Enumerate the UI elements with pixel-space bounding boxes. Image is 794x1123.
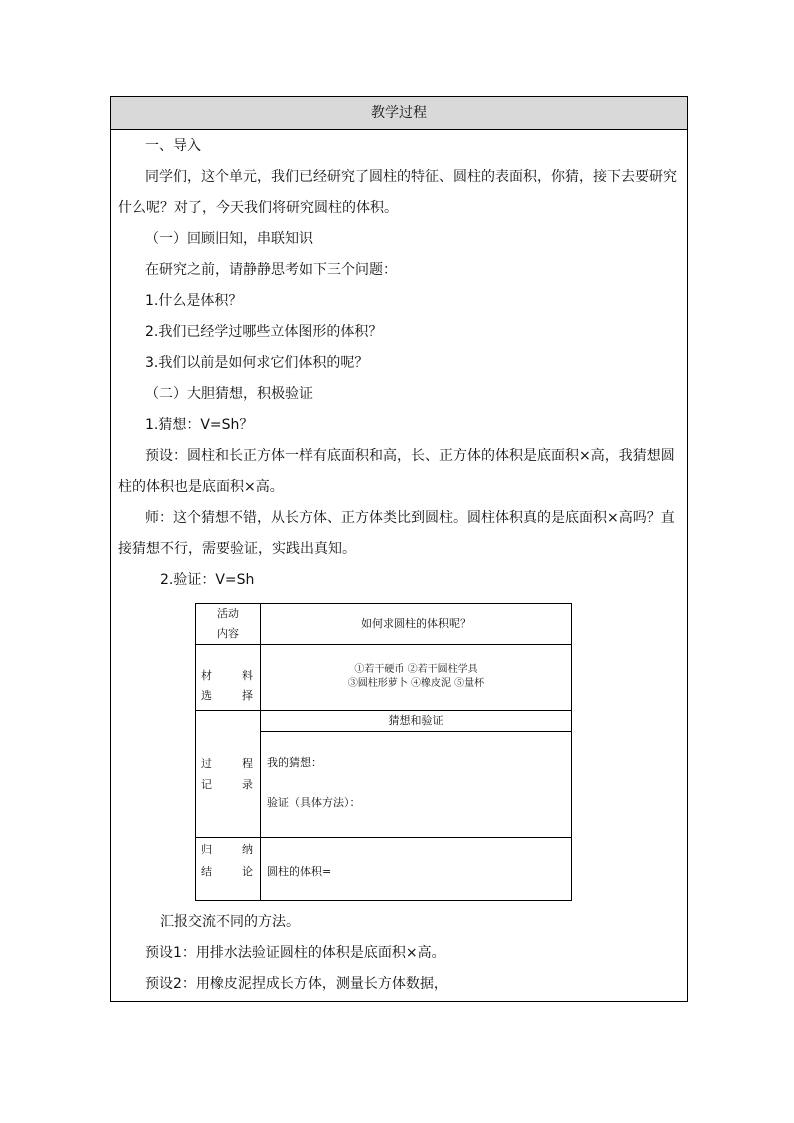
materials-label-row xyxy=(201,688,253,704)
verify-field: 验证（具体方法）： xyxy=(267,796,361,809)
conclusion-label-row xyxy=(201,842,253,858)
paragraph-line: 预设：圆柱和长正方体一样有底面积和高，长、正方体的体积是底面积×高，我猜想圆 xyxy=(145,448,675,464)
conclusion-label-char: 纳 xyxy=(242,843,253,856)
section-intro: 一、导入 xyxy=(145,138,201,154)
preset-item: 预设2：用橡皮泥捏成长方体，测量长方体数据， xyxy=(145,976,448,992)
process-label-char: 程 xyxy=(242,757,253,770)
materials-list: ③圆柱形萝卜 ④橡皮泥 ⑤量杯 xyxy=(347,678,485,689)
paragraph-line: 汇报交流不同的方法。 xyxy=(160,914,300,930)
paragraph-line: 什么呢？对了，今天我们将研究圆柱的体积。 xyxy=(118,200,398,216)
process-label-char: 记 xyxy=(201,778,212,791)
activity-label: 内容 xyxy=(217,627,239,640)
materials-label-char: 选 xyxy=(201,689,212,702)
process-subheader: 猜想和验证 xyxy=(388,714,444,727)
guess-item: 1.猜想：V=Sh？ xyxy=(145,417,254,433)
column-divider xyxy=(260,604,261,900)
paragraph-line: 接猜想不行，需要验证，实践出真知。 xyxy=(118,541,356,557)
materials-label-char: 料 xyxy=(242,669,253,682)
guess-field: 我的猜想： xyxy=(267,756,322,769)
row-divider xyxy=(196,837,571,838)
verify-item: 2.验证：V=Sh xyxy=(160,572,255,588)
question-item: 1.什么是体积？ xyxy=(145,293,243,309)
conclusion-label-char: 归 xyxy=(201,843,212,856)
materials-label-row xyxy=(201,668,253,684)
question-item: 3.我们以前是如何求它们体积的呢？ xyxy=(145,355,369,371)
worksheet-table xyxy=(195,603,572,901)
teaching-process-table xyxy=(110,96,688,1002)
materials-label-char: 择 xyxy=(242,689,253,702)
conclusion-label-char: 结 xyxy=(201,865,212,878)
paragraph-line: 师：这个猜想不错，从长方体、正方体类比到圆柱。圆柱体积真的是底面积×高吗？直 xyxy=(145,510,675,526)
activity-content: 如何求圆柱的体积呢？ xyxy=(361,617,471,630)
conclusion-formula: 圆柱的体积= xyxy=(267,865,332,878)
question-item: 2.我们已经学过哪些立体图形的体积？ xyxy=(145,324,383,340)
process-label-row xyxy=(201,777,253,793)
row-divider xyxy=(260,731,571,732)
process-label-row xyxy=(201,756,253,772)
subsection-review: （一）回顾旧知，串联知识 xyxy=(145,231,313,247)
process-label-char: 录 xyxy=(242,778,253,791)
preset-item: 预设1：用排水法验证圆柱的体积是底面积×高。 xyxy=(145,945,446,961)
table-header: 教学过程 xyxy=(111,97,687,130)
row-divider xyxy=(196,644,571,645)
materials-label-char: 材 xyxy=(201,669,212,682)
conclusion-label-row xyxy=(201,864,253,880)
paragraph-line: 在研究之前，请静静思考如下三个问题： xyxy=(145,262,397,278)
paragraph-line: 柱的体积也是底面积×高。 xyxy=(118,479,284,495)
conclusion-label-char: 论 xyxy=(242,865,253,878)
subsection-guess: （二）大胆猜想，积极验证 xyxy=(145,386,313,402)
process-label-char: 过 xyxy=(201,757,212,770)
activity-label: 活动 xyxy=(217,607,239,620)
paragraph-line: 同学们，这个单元，我们已经研究了圆柱的特征、圆柱的表面积，你猜，接下去要研究 xyxy=(145,169,677,185)
row-divider xyxy=(196,710,571,711)
materials-list: ①若干硬币 ②若干圆柱学具 xyxy=(354,664,478,675)
